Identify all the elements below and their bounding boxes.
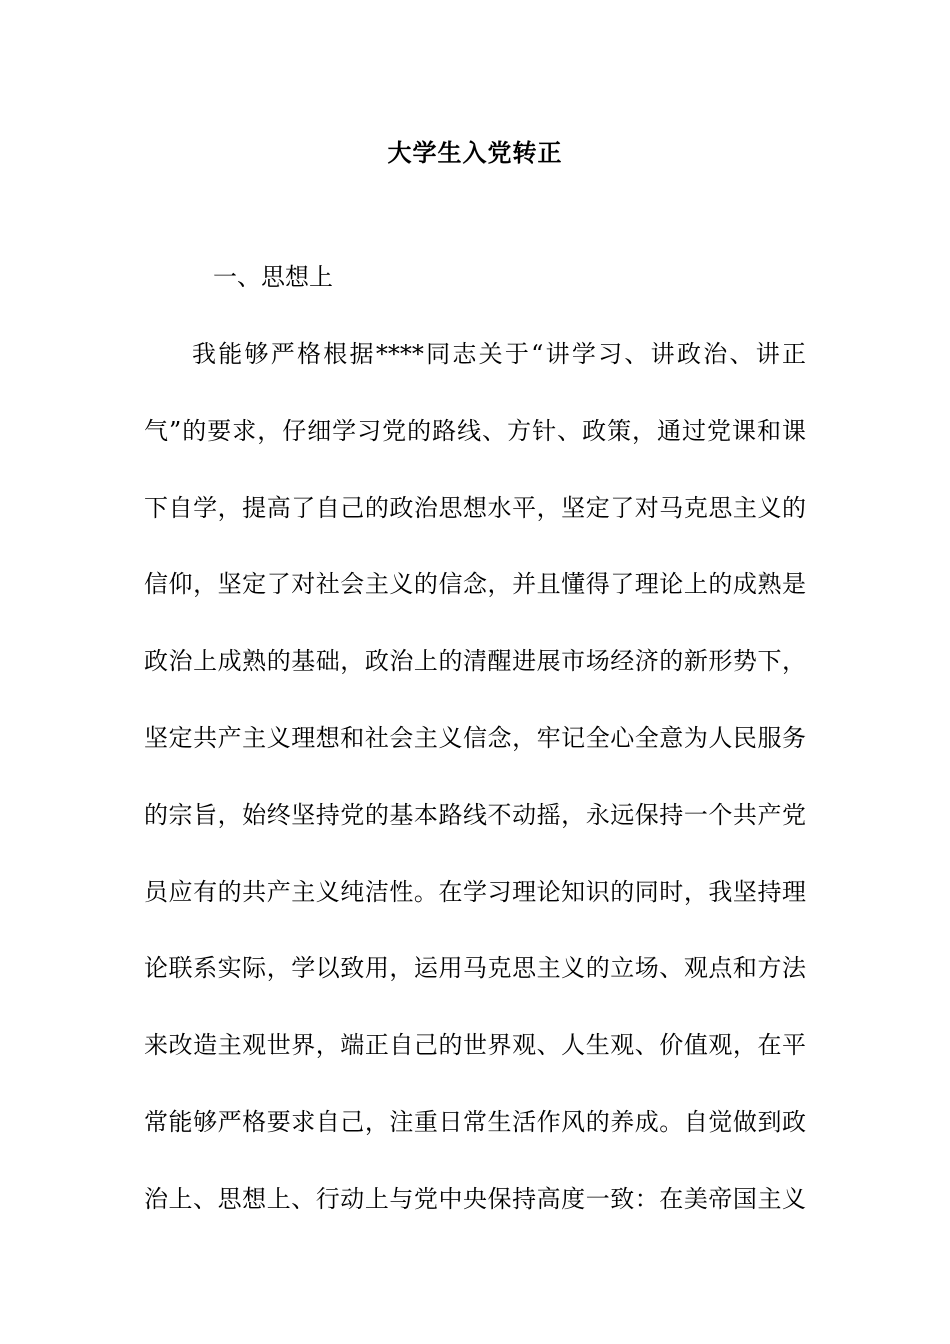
body-line: 政治上成熟的基础，政治上的清醒进展市场经济的新形势下， [144,647,806,676]
body-line: 治上、思想上、行动上与党中央保持高度一致：在美帝国主义 [144,1184,806,1213]
body-line: 常能够严格要求自己，注重日常生活作风的养成。自觉做到政 [144,1107,806,1136]
body-paragraph [144,334,806,1256]
body-line: 下自学，提高了自己的政治思想水平，坚定了对马克思主义的 [144,493,806,522]
body-line: 坚定共产主义理想和社会主义信念，牢记全心全意为人民服务 [144,723,806,752]
body-line: 的宗旨，始终坚持党的基本路线不动摇，永远保持一个共产党 [144,800,806,829]
body-line: 来改造主观世界，端正自己的世界观、人生观、价值观，在平 [144,1031,806,1060]
body-line: 论联系实际，学以致用，运用马克思主义的立场、观点和方法 [144,954,806,983]
section-heading: 一、思想上 [213,263,333,291]
body-line: 气”的要求，仔细学习党的路线、方针、政策，通过党课和课 [144,416,806,445]
body-line: 员应有的共产主义纯洁性。在学习理论知识的同时，我坚持理 [144,877,806,906]
document-title: 大学生入党转正 [387,138,563,167]
body-line: 信仰，坚定了对社会主义的信念，并且懂得了理论上的成熟是 [144,570,806,599]
body-line: 我能够严格根据****同志关于“讲学习、讲政治、讲正 [192,340,806,368]
